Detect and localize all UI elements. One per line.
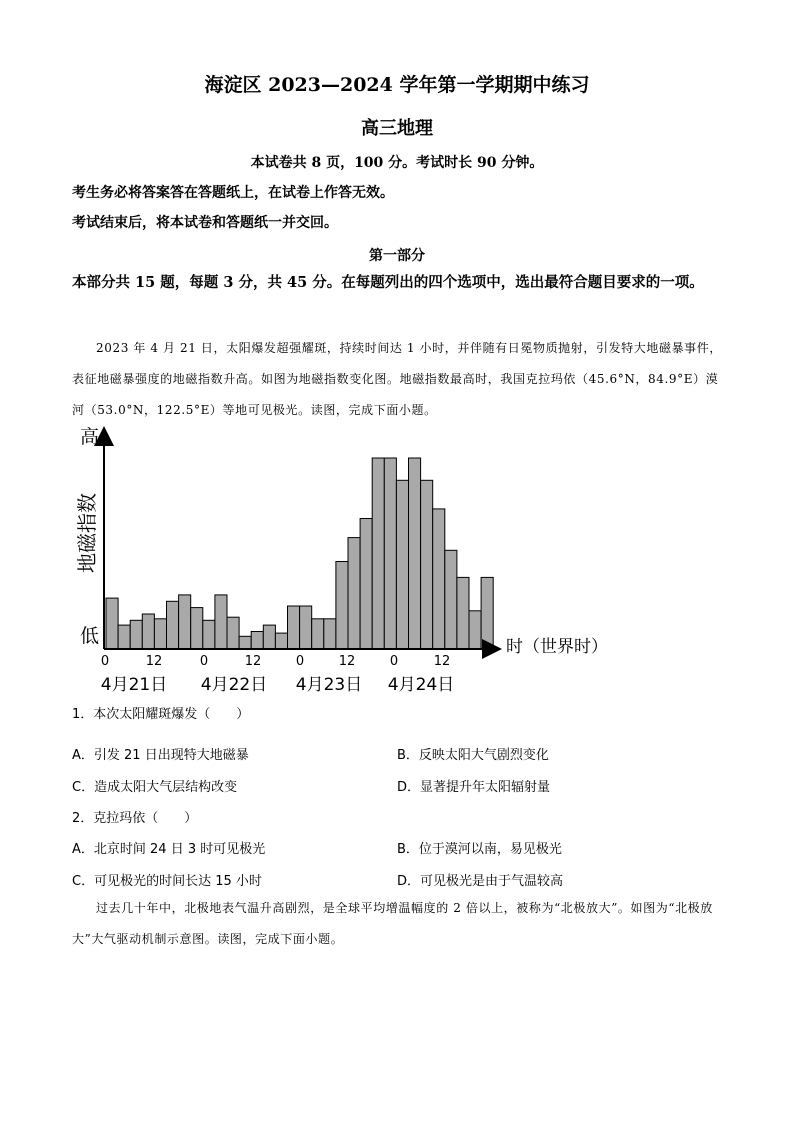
bar-17	[312, 619, 324, 649]
bar-16	[300, 606, 312, 649]
exam-title: 海淀区 2023—2024 学年第一学期期中练习	[204, 74, 590, 96]
date-label: 4月21日	[100, 675, 168, 695]
date-label: 4月23日	[295, 675, 363, 695]
exam-info-answer: 考生务必将答案答在答题纸上，在试卷上作答无效。	[72, 185, 394, 201]
bar-24	[396, 480, 408, 649]
bar-12	[251, 632, 263, 650]
x-tick-label: 0	[295, 654, 305, 669]
x-tick-label: 0	[199, 654, 209, 669]
x-tick-label: 0	[100, 654, 110, 669]
y-axis-label: 地磁指数	[75, 493, 99, 573]
bar-22	[372, 458, 384, 649]
bar-29	[457, 577, 469, 649]
bar-9	[215, 595, 227, 649]
q2-option-a[interactable]: A．北京时间 24 日 3 时可见极光	[72, 842, 266, 857]
x-axis-label: 时（世界时）	[506, 637, 608, 657]
q1-option-d[interactable]: D．显著提升年太阳辐射量	[397, 780, 551, 795]
bar-15	[288, 606, 300, 649]
bar-27	[433, 509, 445, 649]
q1-option-a[interactable]: A．引发 21 日出现特大地磁暴	[72, 748, 249, 763]
bar-20	[348, 538, 360, 649]
bar-0	[106, 598, 118, 649]
bar-30	[469, 611, 481, 649]
bar-1	[118, 625, 130, 649]
bar-8	[203, 620, 215, 649]
x-tick-label: 0	[389, 654, 399, 669]
bar-10	[227, 617, 239, 649]
q1-option-c[interactable]: C．造成太阳大气层结构改变	[72, 780, 238, 795]
passage-solar-flare: 2023 年 4 月 21 日，太阳爆发超强耀斑，持续时间达 1 小时，并伴随有日冕物质抛射，引发特大地磁暴事件，表征地磁暴强度的地磁指数升高。如图为地磁指数变化图。地磁指数最高时，我国克拉玛依（45.6°N，84.9°E）漠河（53.0°N，122.5°E）等地可见极光。读图，完成下面小题。	[72, 341, 722, 417]
exam-info-pages: 本试卷共 8 页，100 分。考试时长 90 分钟。	[250, 155, 544, 171]
bar-26	[421, 480, 433, 649]
bar-2	[130, 620, 142, 649]
bar-7	[191, 608, 203, 649]
date-label: 4月22日	[200, 675, 268, 695]
bar-6	[179, 595, 191, 649]
date-label: 4月24日	[387, 675, 455, 695]
q2-option-b[interactable]: B．位于漠河以南，易见极光	[397, 842, 562, 857]
bar-13	[263, 625, 275, 649]
exam-info-return: 考试结束后，将本试卷和答题纸一并交回。	[72, 215, 338, 231]
exam-subject: 高三地理	[361, 118, 433, 139]
bar-31	[481, 577, 493, 649]
y-low-label: 低	[80, 625, 100, 647]
bar-5	[167, 601, 179, 649]
passage-arctic-amplification: 过去几十年中，北极地表气温升高剧烈，是全球平均增温幅度的 2 倍以上，被称为“北极放大”。如图为“北极放大”大气驱动机制示意图。读图，完成下面小题。	[72, 901, 713, 946]
bar-11	[239, 636, 251, 649]
section-title: 第一部分	[369, 248, 425, 264]
bar-18	[324, 619, 336, 649]
bar-3	[142, 614, 154, 649]
x-tick-label: 12	[433, 654, 451, 669]
y-high-label: 高	[80, 426, 100, 448]
geomagnetic-index-chart	[66, 420, 626, 705]
bar-21	[360, 519, 372, 650]
x-tick-label: 12	[338, 654, 356, 669]
x-tick-label: 12	[244, 654, 262, 669]
bar-25	[409, 458, 421, 649]
question-1-stem: 1．本次太阳耀斑爆发（ ）	[72, 707, 250, 722]
bar-14	[275, 633, 287, 649]
x-tick-label: 12	[145, 654, 163, 669]
question-2-stem: 2．克拉玛依（ ）	[72, 811, 198, 826]
bar-19	[336, 562, 348, 650]
bar-28	[445, 550, 457, 649]
section-instructions: 本部分共 15 题，每题 3 分，共 45 分。在每题列出的四个选项中，选出最符合题目要求的一项。	[72, 274, 704, 291]
bar-4	[154, 619, 166, 649]
bar-23	[384, 458, 396, 649]
q1-option-b[interactable]: B．反映太阳大气剧烈变化	[397, 748, 549, 763]
q2-option-d[interactable]: D．可见极光是由于气温较高	[397, 874, 564, 889]
q2-option-c[interactable]: C．可见极光的时间长达 15 小时	[72, 874, 262, 889]
